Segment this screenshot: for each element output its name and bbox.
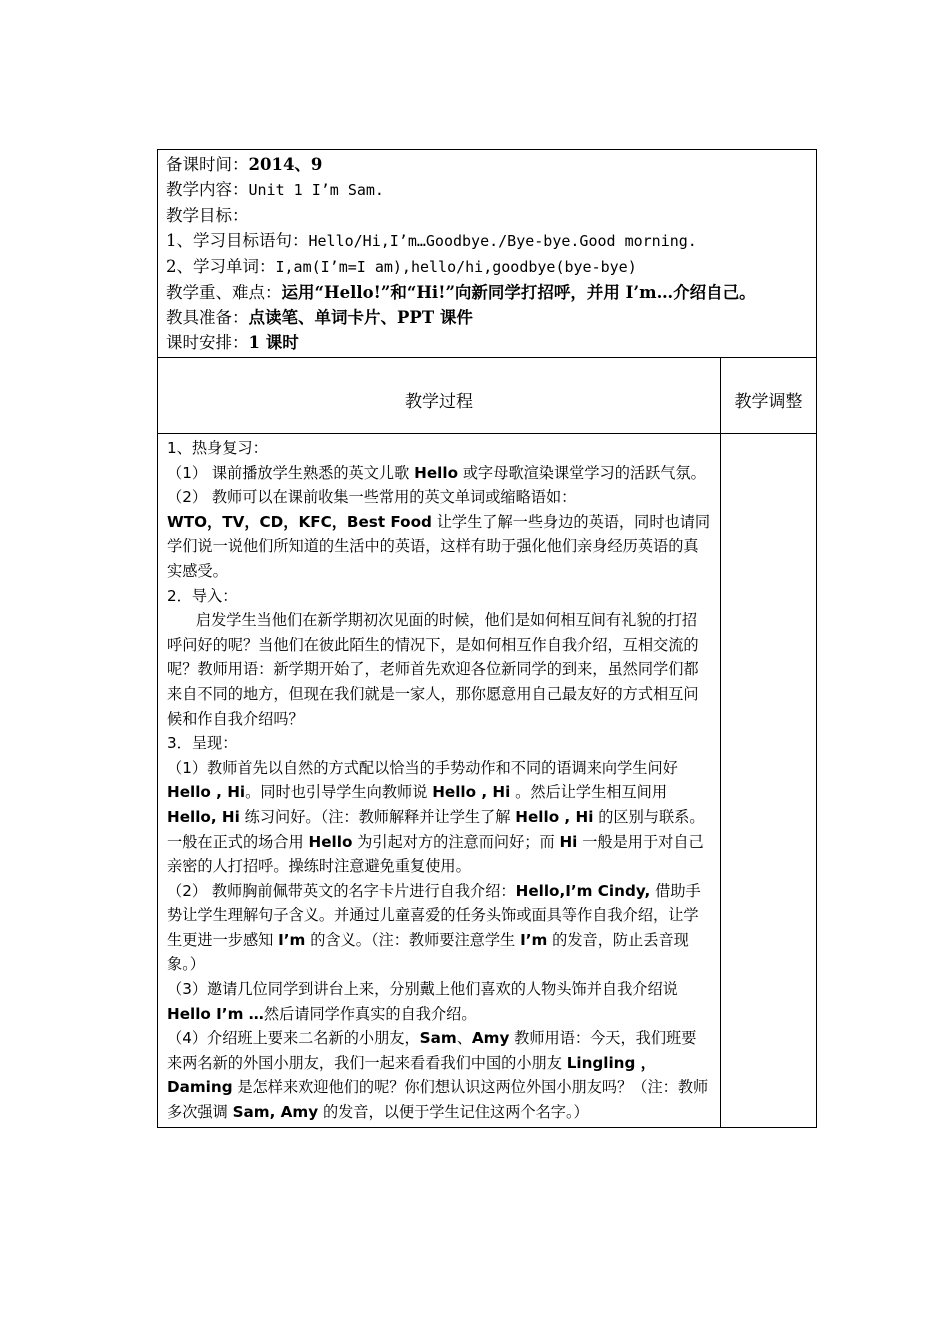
process-row: [158, 434, 817, 1128]
present-step-3: （3）邀请几位同学到讲台上来，分别戴上他们喜欢的人物头饰并自我介绍说 Hello I’m …然后请同学作真实的自我介绍。: [167, 980, 678, 1023]
lesson-content: 教学内容：Unit 1 I’m Sam.: [166, 180, 384, 199]
column-header-row: [158, 358, 817, 434]
goals-heading: 教学目标：: [166, 206, 249, 225]
header-row: [158, 150, 817, 358]
teaching-tools: 教具准备：点读笔、单词卡片、PPT 课件: [166, 308, 473, 327]
present-step-1: （1）教师首先以自然的方式配以恰当的手势动作和不同的语调来向学生问好 Hello , Hi。同时也引导学生向教师说 Hello , Hi 。然后让学生相互间用 Hello, Hi 练习问好。（注：教师解释并让学生了解 Hello , Hi 的区别与联系。一般在正式的场合用 Hello 为引起对方的注意而问好；而 Hi 一般是用于对自己亲密的人打招呼。操练时注意避免重复使用。: [167, 758, 705, 876]
warmup-step-2-detail: WTO，TV，CD，KFC，Best Food 让学生了解一些身边的英语，同时也请同学们说一说他们所知道的生活中的英语，这样有助于强化他们亲身经历英语的真实感受。: [167, 512, 711, 580]
present-step-4: （4）介绍班上要来二名新的小朋友，Sam、Amy 教师用语：今天，我们班要来两名新的外国小朋友，我们一起来看看我们中国的小朋友 Lingling ，Daming 是怎样来欢迎他们的呢？你们想认识这两位外国小朋友吗？（注：教师多次强调 Sam, Amy 的发音，以便于学生记住这两个名字。）: [167, 1029, 709, 1122]
header-info: [158, 150, 817, 358]
goal-sentences: 1、学习目标语句：Hello/Hi,I’m…Goodbye./Bye-bye.Good morning.: [166, 231, 697, 250]
intro-title: 2．导入：: [167, 586, 238, 605]
adjust-content: [721, 434, 817, 1128]
warmup-step-2: （2） 教师可以在课前收集一些常用的英文单词或缩略语如：: [167, 488, 577, 507]
adjust-column-header: 教学调整: [721, 358, 817, 434]
lesson-plan-table: [157, 149, 817, 1128]
warmup-title: 1、热身复习：: [167, 439, 268, 457]
prep-date: 备课时间：2014、9: [166, 155, 323, 174]
goal-words: 2、学习单词：I,am(I’m=I am),hello/hi,goodbye(bye-bye): [166, 257, 637, 276]
lesson-plan: [157, 149, 816, 1128]
present-title: 3．呈现：: [167, 734, 238, 753]
warmup-step-1: （1） 课前播放学生熟悉的英文儿歌 Hello 或字母歌渲染课堂学习的活跃气氛。: [167, 463, 706, 482]
schedule: 课时安排：1 课时: [166, 333, 299, 352]
process-column-header: 教学过程: [158, 358, 721, 434]
focus-points: 教学重、难点：运用“Hello!”和“Hi!”向新同学打招呼，并用 I’m…介绍自己。: [166, 283, 756, 302]
intro-paragraph: 启发学生当他们在新学期初次见面的时候，他们是如何相互间有礼貌的打招呼问好的呢？当他们在彼此陌生的情况下，是如何相互作自我介绍，互相交流的呢？教师用语：新学期开始了，老师首先欢迎各位新同学的到来，虽然同学们都来自不同的地方，但现在我们就是一家人，那你愿意用自己最友好的方式相互问候和作自我介绍吗？: [167, 611, 699, 728]
process-content: [158, 434, 721, 1128]
present-step-2: （2） 教师胸前佩带英文的名字卡片进行自我介绍：Hello,I’m Cindy, 借助手势让学生理解句子含义。并通过儿童喜爱的任务头饰或面具等作自我介绍，让学生更进一步感知 I’m 的含义。（注：教师要注意学生 I’m 的发音，防止丢音现象。）: [167, 881, 701, 974]
